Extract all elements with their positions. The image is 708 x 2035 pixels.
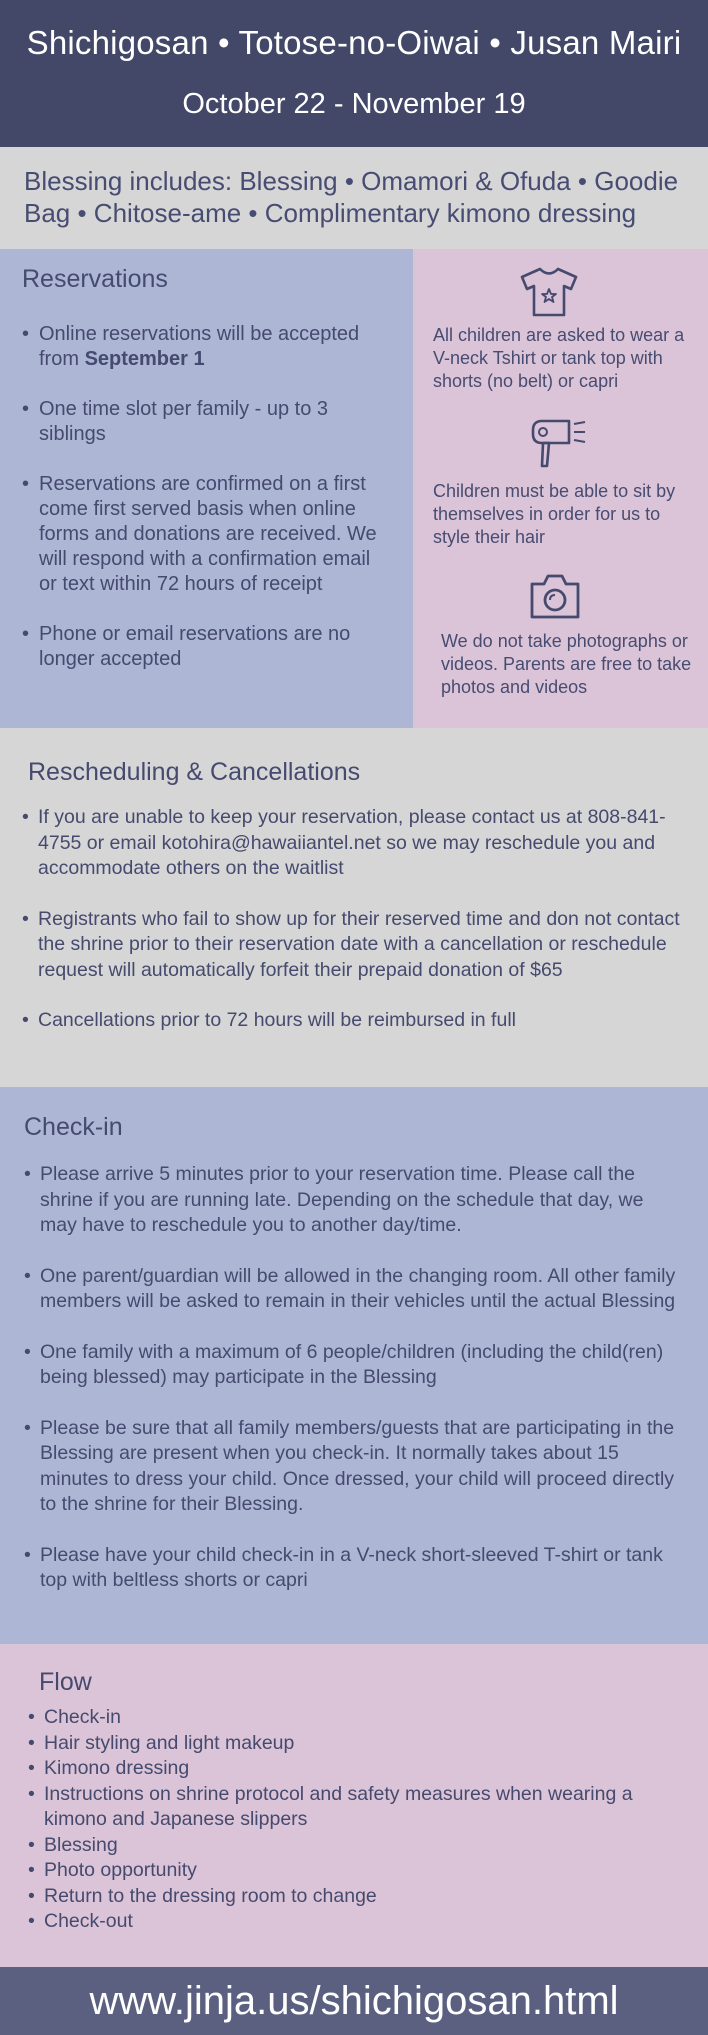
list-item: • Return to the dressing room to change bbox=[28, 1884, 680, 1910]
list-item: • Photo opportunity bbox=[28, 1858, 680, 1884]
list-item: • Registrants who fail to show up for their reserved time and don not contact the shrine prior to their reservation date with a cancellation or reschedule request will automatically forfeit their prepaid donation of $65 bbox=[22, 907, 686, 984]
rescheduling-section bbox=[0, 728, 708, 1087]
reservation-open-date: September 1 bbox=[84, 348, 205, 370]
header-banner bbox=[0, 0, 708, 147]
photo-policy: We do not take photographs or videos. Parents are free to take photos and videos bbox=[441, 631, 692, 697]
list-item: • Reservations are confirmed on a first come first served basis when online forms and donations are received. We will respond with a confirmation email or text within 72 hours of receipt bbox=[22, 472, 391, 597]
list-item: • If you are unable to keep your reservation, please contact us at 808-841-4755 or email kotohira@hawaiiantel.net so we may reschedule you and accommodate others on the waitlist bbox=[22, 805, 686, 882]
list-item: • Phone or email reservations are no longer accepted bbox=[22, 622, 391, 672]
list-item: • Instructions on shrine protocol and safety measures when wearing a kimono and Japanese slippers bbox=[28, 1782, 680, 1833]
list-item: • Please be sure that all family members/guests that are participating in the Blessing are present when you check-in. It normally takes about 15 minutes to dress your child. Once dressed, your child will proceed directly to the shrine for their Blessing. bbox=[24, 1416, 684, 1518]
footer-url[interactable]: www.jinja.us/shichigosan.html bbox=[0, 1967, 708, 2035]
list-item: • One family with a maximum of 6 people/children (including the child(ren) being blessed) may participate in the Blessing bbox=[24, 1340, 684, 1391]
rescheduling-list bbox=[22, 805, 686, 1034]
list-item: • Blessing bbox=[28, 1833, 680, 1859]
list-item: • Check-out bbox=[28, 1909, 680, 1935]
list-item: • Hair styling and light makeup bbox=[28, 1731, 680, 1757]
flow-heading: Flow bbox=[39, 1668, 92, 1696]
list-item: • Please arrive 5 minutes prior to your reservation time. Please call the shrine if you are running late. Depending on the schedule that day, we may have to reschedule you to another day/time. bbox=[24, 1162, 684, 1239]
list-item: • Kimono dressing bbox=[28, 1756, 680, 1782]
list-item: • Please have your child check-in in a V-neck short-sleeved T-shirt or tank top with beltless shorts or capri bbox=[24, 1543, 684, 1594]
page-title: Shichigosan • Totose-no-Oiwai • Jusan Mairi bbox=[26, 24, 682, 61]
reservations-list bbox=[22, 322, 391, 672]
list-item bbox=[22, 322, 391, 372]
rescheduling-heading: Rescheduling & Cancellations bbox=[28, 758, 361, 786]
blessing-includes: Blessing includes: Blessing • Omamori & Ofuda • Goodie Bag • Chitose-ame • Complimentary kimono dressing bbox=[0, 147, 708, 249]
flow-section bbox=[0, 1644, 708, 1967]
checkin-list bbox=[24, 1162, 684, 1594]
reservations-section bbox=[0, 249, 413, 728]
event-dates: October 22 - November 19 bbox=[182, 88, 526, 120]
shirt-requirement: All children are asked to wear a V-neck Tshirt or tank top with shorts (no belt) or capri bbox=[433, 325, 685, 391]
tshirt-icon bbox=[518, 266, 580, 318]
reservations-heading: Reservations bbox=[22, 265, 168, 293]
reservation-open-text: Online reservations will be accepted from bbox=[39, 323, 360, 370]
list-item: • One time slot per family - up to 3 siblings bbox=[22, 397, 391, 447]
flow-list bbox=[28, 1705, 680, 1935]
list-item: • Check-in bbox=[28, 1705, 680, 1731]
camera-icon bbox=[527, 572, 583, 622]
requirements-panel bbox=[413, 249, 708, 728]
list-item: • Cancellations prior to 72 hours will be reimbursed in full bbox=[22, 1008, 686, 1034]
hair-requirement: Children must be able to sit by themselves in order for us to style their hair bbox=[433, 481, 676, 547]
checkin-heading: Check-in bbox=[24, 1113, 123, 1141]
checkin-section bbox=[0, 1087, 708, 1644]
list-item: • One parent/guardian will be allowed in the changing room. All other family members will be asked to remain in their vehicles until the actual Blessing bbox=[24, 1264, 684, 1315]
hair-dryer-icon bbox=[527, 418, 591, 470]
